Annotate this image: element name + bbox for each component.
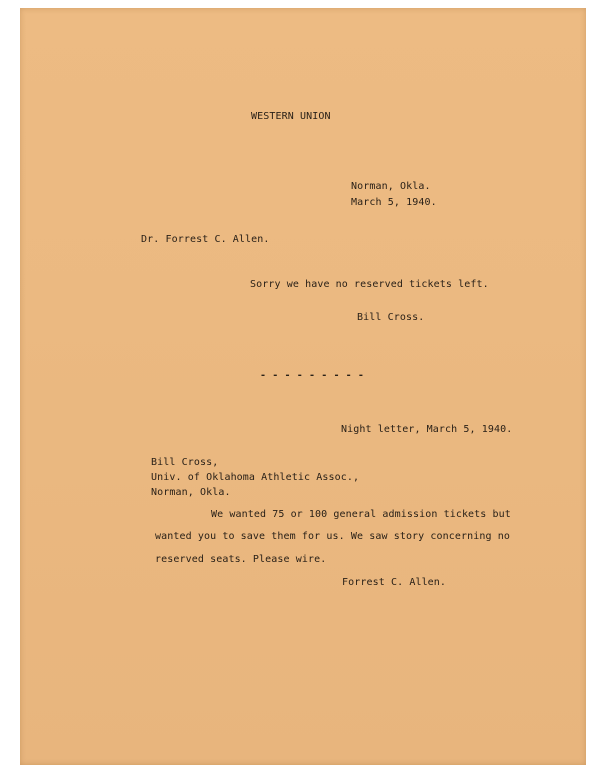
telegram-place: Norman, Okla.	[351, 181, 431, 192]
night-letter-body-line: reserved seats. Please wire.	[155, 554, 327, 565]
telegram-message: Sorry we have no reserved tickets left.	[250, 279, 489, 290]
document-title: WESTERN UNION	[251, 111, 331, 122]
telegram-date: March 5, 1940.	[351, 197, 437, 208]
night-letter-heading: Night letter, March 5, 1940.	[341, 424, 513, 435]
night-letter-body-line: We wanted 75 or 100 general admission tickets but	[211, 509, 511, 520]
night-letter-body-line: wanted you to save them for us. We saw story concerning no	[155, 531, 510, 542]
telegram-signature: Bill Cross.	[357, 312, 425, 323]
section-separator: - - - - - - - - -	[260, 370, 365, 381]
recipient-organization: Univ. of Oklahoma Athletic Assoc.,	[151, 472, 360, 483]
recipient-city: Norman, Okla.	[151, 487, 231, 498]
paper-sheet	[20, 8, 586, 765]
night-letter-signature: Forrest C. Allen.	[342, 577, 447, 588]
recipient-name: Bill Cross,	[151, 457, 219, 468]
telegram-addressee: Dr. Forrest C. Allen.	[141, 234, 270, 245]
